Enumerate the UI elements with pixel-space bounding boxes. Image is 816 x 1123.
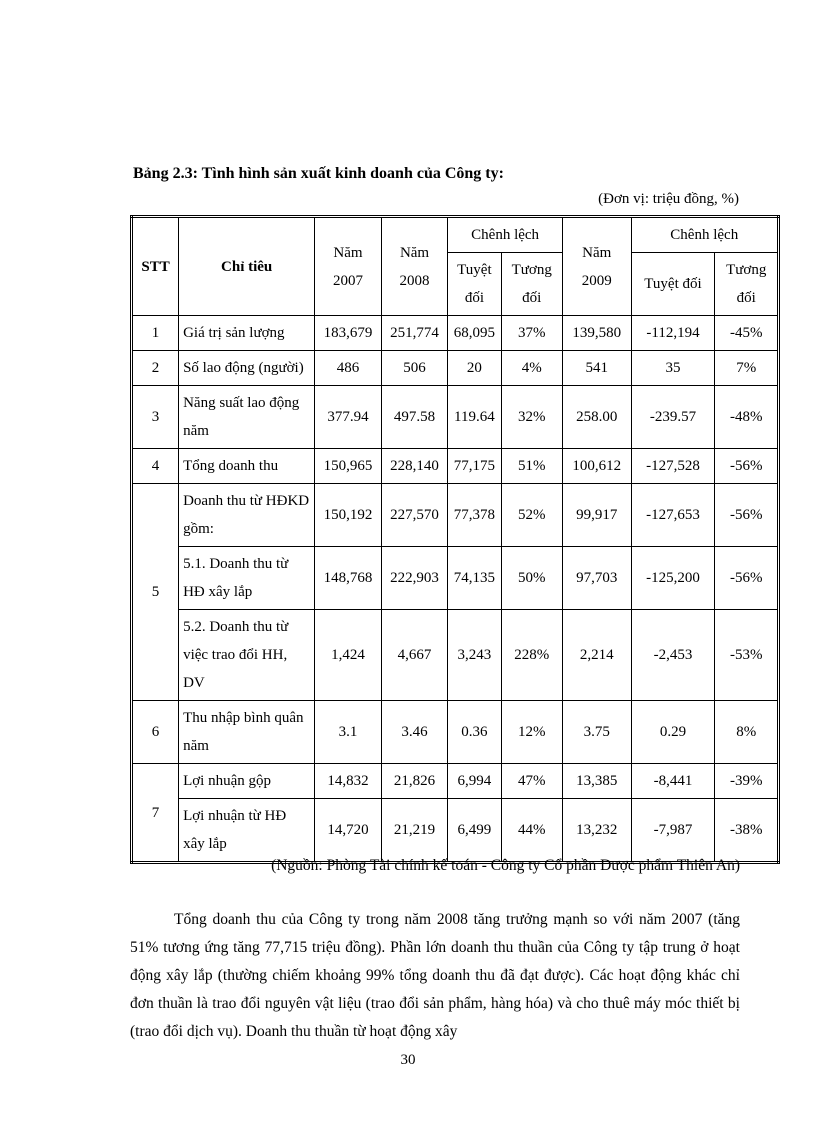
cell-2009: 139,580 [562,316,631,351]
cell-abs-2: -8,441 [631,764,715,799]
table-row [132,547,779,610]
cell-rel-2: -48% [715,386,779,449]
cell-rel-1: 12% [501,701,562,764]
cell-rel-2: -39% [715,764,779,799]
cell-rel-1: 47% [501,764,562,799]
cell-abs-1: 20 [448,351,501,386]
cell-2008: 3.46 [381,701,448,764]
cell-2007: 1,424 [315,610,382,701]
cell-rel-1: 44% [501,799,562,863]
row-name: Doanh thu từ HĐKD gồm: [179,484,315,547]
cell-abs-2: -125,200 [631,547,715,610]
cell-rel-1: 50% [501,547,562,610]
cell-2009: 258.00 [562,386,631,449]
table-caption: Bảng 2.3: Tình hình sản xuất kinh doanh của Công ty: [133,165,504,182]
cell-abs-1: 3,243 [448,610,501,701]
header-nam-2009: Năm 2009 [562,217,631,316]
cell-2009: 100,612 [562,449,631,484]
row-stt: 3 [132,386,179,449]
cell-2008: 228,140 [381,449,448,484]
row-stt: 7 [132,764,179,863]
cell-2007: 14,720 [315,799,382,863]
header-chenh-lech-1: Chênh lệch [448,217,563,253]
cell-2008: 251,774 [381,316,448,351]
row-name: Số lao động (người) [179,351,315,386]
header-tuong-doi-2: Tương đối [715,253,779,316]
row-name: Giá trị sản lượng [179,316,315,351]
cell-2009: 13,385 [562,764,631,799]
page-number: 30 [400,1052,416,1068]
cell-abs-1: 6,499 [448,799,501,863]
cell-rel-1: 4% [501,351,562,386]
cell-2009: 97,703 [562,547,631,610]
cell-abs-1: 77,378 [448,484,501,547]
cell-2008: 222,903 [381,547,448,610]
row-stt: 6 [132,701,179,764]
header-tuyet-doi-2: Tuyệt đối [631,253,715,316]
cell-rel-2: -38% [715,799,779,863]
row-stt: 5 [132,484,179,701]
table-row [132,449,779,484]
cell-2007: 377.94 [315,386,382,449]
table-row [132,386,779,449]
header-stt: STT [132,217,179,316]
table-row [132,701,779,764]
cell-rel-2: -53% [715,610,779,701]
body-paragraph: Tổng doanh thu của Công ty trong năm 2008 tăng trưởng mạnh so với năm 2007 (tăng 51% tương ứng tăng 77,715 triệu đồng). Phần lớn doanh thu thuần của Công ty tập trung ở hoạt động xây lắp (thường chiếm khoảng 99% tổng doanh thu đã đạt được). Các hoạt động khác chỉ đơn thuần là trao đổi nguyên vật liệu (trao đổi sản phẩm, hàng hóa) và cho thuê máy móc thiết bị (trao đổi dịch vụ). Doanh thu thuần từ hoạt động xây [130,911,740,1040]
cell-abs-1: 0.36 [448,701,501,764]
header-chi-tieu: Chỉ tiêu [179,217,315,316]
header-chenh-lech-2: Chênh lệch [631,217,778,253]
cell-2008: 21,219 [381,799,448,863]
cell-abs-2: -112,194 [631,316,715,351]
table-row [132,764,779,799]
cell-2007: 183,679 [315,316,382,351]
cell-rel-2: -45% [715,316,779,351]
source-note: (Nguồn: Phòng Tài chính kế toán - Công ty Cổ phần Dược phẩm Thiên An) [271,857,740,874]
cell-2009: 99,917 [562,484,631,547]
cell-abs-2: 0.29 [631,701,715,764]
table-row [132,484,779,547]
cell-2009: 541 [562,351,631,386]
cell-abs-2: -239.57 [631,386,715,449]
header-tuyet-doi-1: Tuyệt đối [448,253,501,316]
cell-abs-1: 74,135 [448,547,501,610]
cell-abs-2: -127,653 [631,484,715,547]
row-name: Tổng doanh thu [179,449,315,484]
table-row [132,610,779,701]
cell-rel-1: 32% [501,386,562,449]
cell-2009: 3.75 [562,701,631,764]
production-business-table [130,215,780,864]
cell-2008: 21,826 [381,764,448,799]
cell-2007: 14,832 [315,764,382,799]
cell-rel-1: 37% [501,316,562,351]
row-name: Thu nhập bình quân năm [179,701,315,764]
cell-rel-1: 228% [501,610,562,701]
row-name: Năng suất lao động năm [179,386,315,449]
cell-rel-2: -56% [715,449,779,484]
table-row [132,316,779,351]
header-nam-2008: Năm 2008 [381,217,448,316]
row-name: Lợi nhuận gộp [179,764,315,799]
cell-abs-2: -7,987 [631,799,715,863]
cell-2008: 506 [381,351,448,386]
cell-abs-1: 77,175 [448,449,501,484]
cell-rel-2: -56% [715,547,779,610]
cell-2007: 150,192 [315,484,382,547]
cell-2008: 4,667 [381,610,448,701]
cell-2007: 486 [315,351,382,386]
cell-abs-2: 35 [631,351,715,386]
cell-2007: 148,768 [315,547,382,610]
table-row [132,351,779,386]
cell-rel-2: -56% [715,484,779,547]
row-name: 5.2. Doanh thu từ việc trao đổi HH, DV [179,610,315,701]
row-stt: 1 [132,316,179,351]
row-name: Lợi nhuận từ HĐ xây lắp [179,799,315,863]
row-stt: 2 [132,351,179,386]
cell-abs-2: -127,528 [631,449,715,484]
cell-2007: 3.1 [315,701,382,764]
cell-rel-2: 8% [715,701,779,764]
cell-rel-1: 52% [501,484,562,547]
cell-2007: 150,965 [315,449,382,484]
cell-abs-1: 6,994 [448,764,501,799]
cell-2009: 2,214 [562,610,631,701]
cell-rel-1: 51% [501,449,562,484]
cell-2008: 497.58 [381,386,448,449]
cell-rel-2: 7% [715,351,779,386]
cell-abs-1: 119.64 [448,386,501,449]
cell-abs-1: 68,095 [448,316,501,351]
cell-abs-2: -2,453 [631,610,715,701]
row-stt: 4 [132,449,179,484]
cell-2008: 227,570 [381,484,448,547]
unit-note: (Đơn vị: triệu đồng, %) [598,191,739,207]
header-nam-2007: Năm 2007 [315,217,382,316]
cell-2009: 13,232 [562,799,631,863]
header-tuong-doi-1: Tương đối [501,253,562,316]
row-name: 5.1. Doanh thu từ HĐ xây lắp [179,547,315,610]
